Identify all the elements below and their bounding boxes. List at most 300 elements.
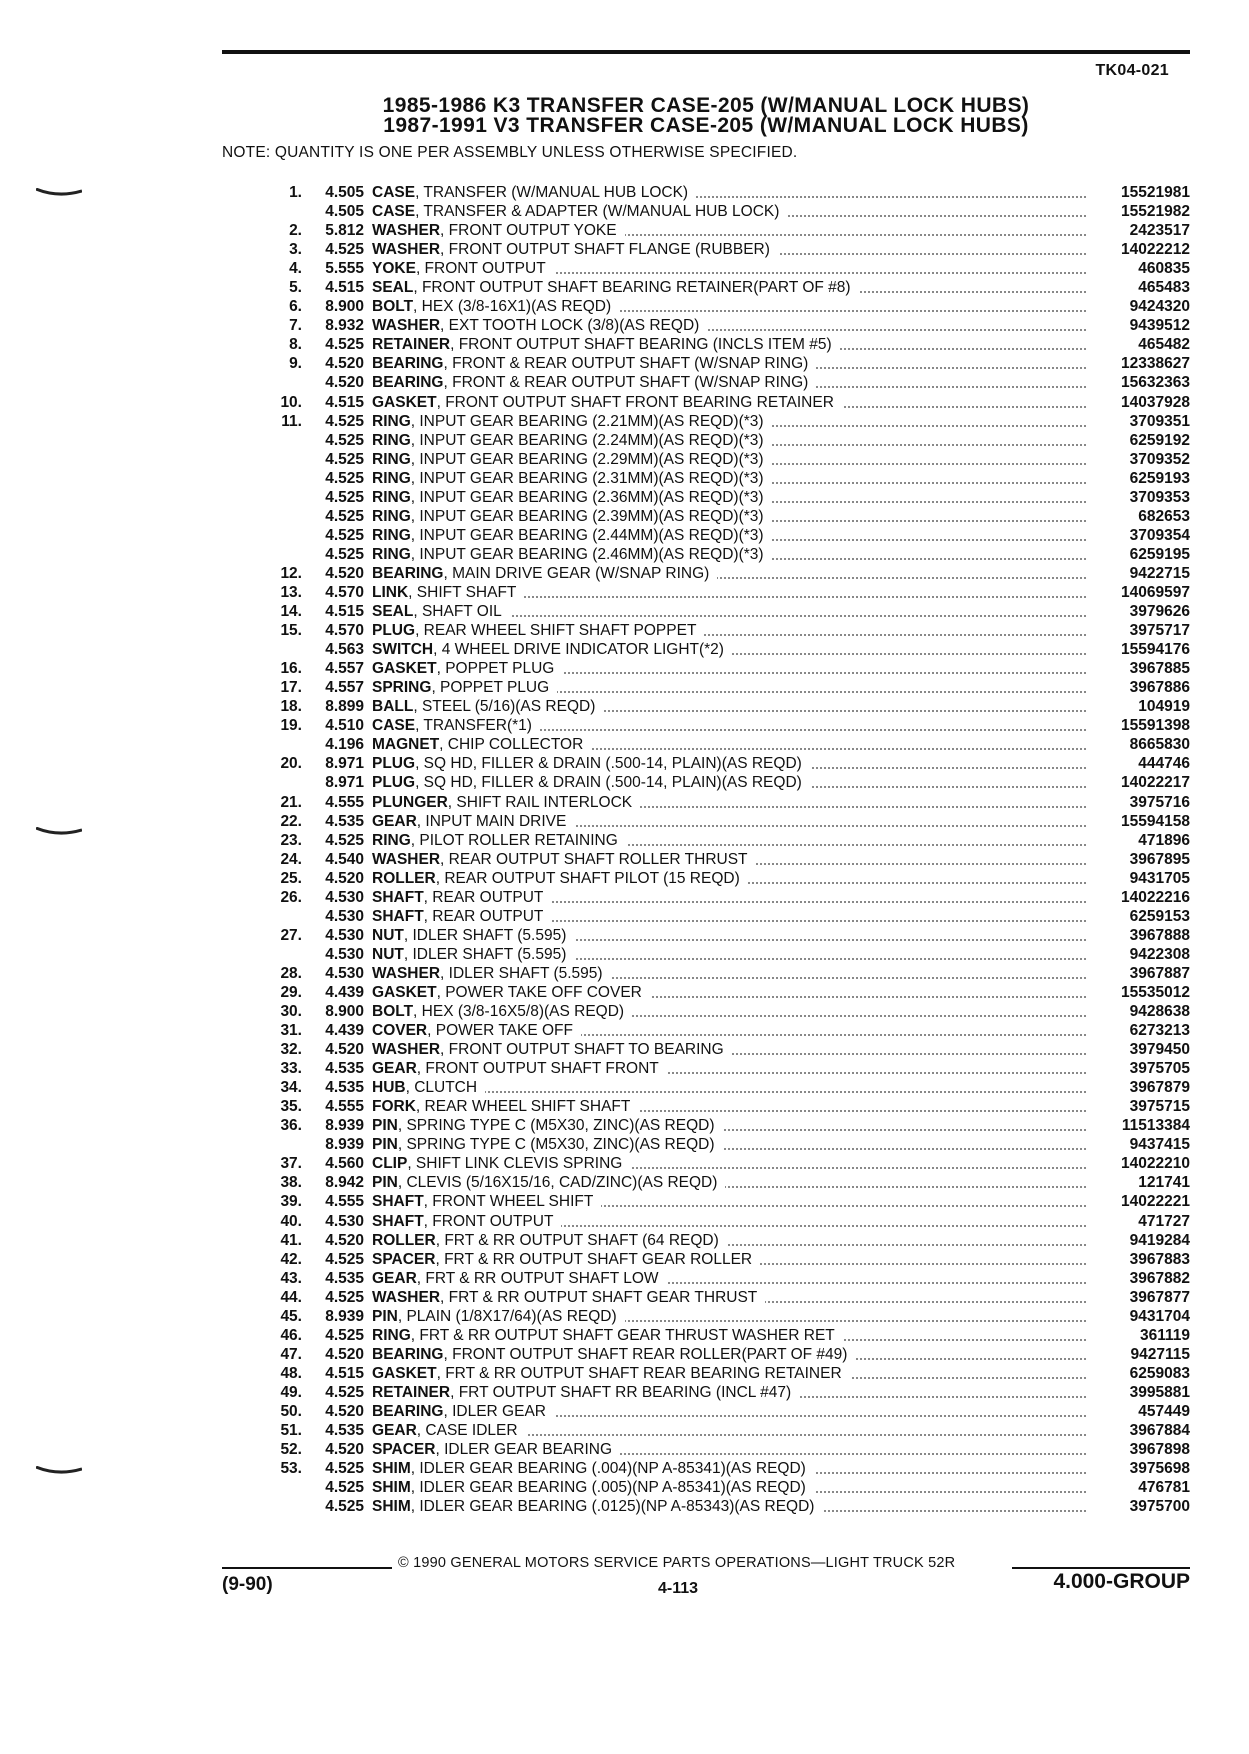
table-row	[262, 1326, 1190, 1345]
part-noun: PLUG	[372, 774, 416, 792]
group-number: 4.520	[325, 1441, 364, 1459]
item-number: 48.	[280, 1364, 302, 1382]
table-row	[262, 812, 1190, 831]
part-description	[372, 1269, 1086, 1288]
table-row	[262, 297, 1190, 316]
table-row	[262, 926, 1190, 945]
part-number: 11513384	[1121, 1117, 1190, 1135]
part-detail: , INPUT GEAR BEARING (2.44MM)(AS REQD)(*3)	[410, 526, 764, 544]
item-number: 21.	[280, 793, 302, 811]
part-description	[372, 1212, 1086, 1231]
group-number: 4.530	[325, 888, 364, 906]
group-number: 4.535	[325, 1269, 364, 1287]
part-number: 3709351	[1129, 412, 1190, 430]
group-number: 4.570	[325, 583, 364, 601]
part-detail: , REAR OUTPUT	[423, 888, 544, 906]
part-number: 14069597	[1121, 583, 1190, 601]
part-detail: , INPUT MAIN DRIVE	[416, 812, 567, 830]
part-noun: CASE	[372, 203, 416, 221]
part-number: 3967885	[1129, 660, 1190, 678]
part-description	[372, 640, 1086, 659]
part-detail: , FRONT OUTPUT SHAFT FLANGE (RUBBER)	[440, 241, 770, 259]
item-number: 33.	[280, 1060, 302, 1078]
part-detail: , SHIFT LINK CLEVIS SPRING	[407, 1155, 623, 1173]
item-number: 7.	[289, 317, 302, 335]
part-number: 9439512	[1129, 317, 1190, 335]
table-row	[262, 450, 1190, 469]
page-number: 4-113	[658, 1580, 699, 1597]
group-number: 4.510	[325, 717, 364, 735]
part-noun: COVER	[372, 1022, 428, 1040]
part-detail: , IDLER GEAR BEARING (.005)(NP A-85341)(AS REQD)	[410, 1479, 806, 1497]
part-detail: , CASE IDLER	[416, 1422, 518, 1440]
group-number: 4.525	[325, 831, 364, 849]
table-row	[262, 335, 1190, 354]
group-number: 8.939	[325, 1117, 364, 1135]
title-line-2: 1987-1991 V3 TRANSFER CASE-205 (W/MANUAL LOCK HUBS)	[383, 114, 1029, 137]
top-rule	[222, 50, 1190, 54]
part-number: 3967886	[1129, 679, 1190, 697]
group-number: 4.525	[325, 507, 364, 525]
part-number: 15521982	[1121, 203, 1190, 221]
group-number: 8.971	[325, 755, 364, 773]
part-description	[372, 1078, 1086, 1097]
part-description	[372, 221, 1086, 240]
part-number: 3967888	[1129, 926, 1190, 944]
group-number: 8.900	[325, 298, 364, 316]
part-noun: RING	[372, 412, 411, 430]
part-detail: , INPUT GEAR BEARING (2.39MM)(AS REQD)(*3)	[410, 507, 764, 525]
table-row	[262, 183, 1190, 202]
part-noun: WASHER	[372, 1041, 441, 1059]
part-description	[372, 812, 1086, 831]
table-row	[262, 640, 1190, 659]
part-description	[372, 583, 1086, 602]
part-description	[372, 1288, 1086, 1307]
part-noun: GEAR	[372, 812, 417, 830]
part-number: 3975698	[1129, 1460, 1190, 1478]
table-row	[262, 659, 1190, 678]
part-noun: RETAINER	[372, 336, 451, 354]
group-number: 4.520	[325, 869, 364, 887]
part-number: 3967877	[1129, 1288, 1190, 1306]
part-detail: , INPUT GEAR BEARING (2.31MM)(AS REQD)(*3)	[410, 469, 764, 487]
item-number: 23.	[280, 831, 302, 849]
table-row	[262, 716, 1190, 735]
part-detail: , POWER TAKE OFF	[427, 1022, 573, 1040]
group-number: 4.525	[325, 241, 364, 259]
item-number: 30.	[280, 1003, 302, 1021]
item-number: 4.	[289, 260, 302, 278]
table-row	[262, 1440, 1190, 1459]
part-noun: RING	[372, 831, 411, 849]
part-number: 121741	[1138, 1174, 1190, 1192]
group-number: 4.535	[325, 1060, 364, 1078]
table-row	[262, 1497, 1190, 1516]
item-number: 14.	[280, 603, 302, 621]
table-row	[262, 1402, 1190, 1421]
table-row	[262, 1250, 1190, 1269]
table-row	[262, 1231, 1190, 1250]
part-noun: SHAFT	[372, 1212, 424, 1230]
table-row	[262, 621, 1190, 640]
item-number: 47.	[280, 1345, 302, 1363]
group-number: 4.535	[325, 812, 364, 830]
group-number: 4.555	[325, 793, 364, 811]
table-row	[262, 1459, 1190, 1478]
part-noun: ROLLER	[372, 1231, 436, 1249]
table-row	[262, 488, 1190, 507]
part-noun: RING	[372, 488, 411, 506]
part-detail: , POPPET PLUG	[436, 660, 555, 678]
item-number: 52.	[280, 1441, 302, 1459]
group-number: 4.439	[325, 1022, 364, 1040]
part-number: 6259192	[1129, 431, 1190, 449]
footer-rule	[222, 1567, 392, 1569]
group-number: 4.525	[325, 469, 364, 487]
table-row	[262, 393, 1190, 412]
title-line-1: 1985-1986 K3 TRANSFER CASE-205 (W/MANUAL LOCK HUBS)	[382, 94, 1030, 117]
part-number: 9422715	[1129, 564, 1190, 582]
part-noun: PIN	[372, 1174, 398, 1192]
part-detail: , HEX (3/8-16X5/8)(AS REQD)	[413, 1003, 625, 1021]
table-row	[262, 1364, 1190, 1383]
part-description	[372, 1021, 1086, 1040]
group-number: 4.520	[325, 374, 364, 392]
part-detail: , REAR OUTPUT SHAFT ROLLER THRUST	[440, 850, 748, 868]
item-number: 17.	[280, 679, 302, 697]
group-number: 8.899	[325, 698, 364, 716]
part-noun: RETAINER	[372, 1383, 451, 1401]
item-number: 40.	[280, 1212, 302, 1230]
part-number: 6259193	[1129, 469, 1190, 487]
part-detail: , INPUT GEAR BEARING (2.21MM)(AS REQD)(*3)	[410, 412, 764, 430]
group-number: 4.505	[325, 203, 364, 221]
part-detail: , FRONT OUTPUT SHAFT BEARING RETAINER(PART OF #8)	[413, 279, 851, 297]
part-description	[372, 1478, 1086, 1497]
table-row	[262, 507, 1190, 526]
part-description	[372, 240, 1086, 259]
part-detail: , SHIFT SHAFT	[408, 583, 517, 601]
item-number: 34.	[280, 1079, 302, 1097]
part-number: 15594158	[1121, 812, 1190, 830]
part-noun: GASKET	[372, 393, 437, 411]
part-description	[372, 697, 1086, 716]
item-number: 16.	[280, 660, 302, 678]
group-number: 4.515	[325, 279, 364, 297]
part-noun: PIN	[372, 1136, 398, 1154]
part-noun: RING	[372, 545, 411, 563]
part-noun: NUT	[372, 945, 404, 963]
table-row	[262, 564, 1190, 583]
part-noun: RING	[372, 469, 411, 487]
item-number: 53.	[280, 1460, 302, 1478]
part-detail: , MAIN DRIVE GEAR (W/SNAP RING)	[443, 564, 710, 582]
part-detail: , FRT & RR OUTPUT SHAFT (64 REQD)	[435, 1231, 719, 1249]
part-description	[372, 983, 1086, 1002]
part-noun: SHAFT	[372, 1193, 424, 1211]
item-number: 41.	[280, 1231, 302, 1249]
part-number: 471896	[1138, 831, 1190, 849]
table-row	[262, 1212, 1190, 1231]
part-description	[372, 1459, 1086, 1478]
part-number: 15594176	[1121, 641, 1190, 659]
part-noun: RING	[372, 507, 411, 525]
table-row	[262, 1040, 1190, 1059]
group-number: 4.525	[325, 1250, 364, 1268]
part-noun: SEAL	[372, 603, 414, 621]
part-noun: RING	[372, 526, 411, 544]
part-description	[372, 793, 1086, 812]
part-description	[372, 850, 1086, 869]
group-number: 4.525	[325, 1383, 364, 1401]
group-number: 4.570	[325, 622, 364, 640]
part-description	[372, 450, 1086, 469]
part-number: 3975705	[1129, 1060, 1190, 1078]
part-detail: , REAR WHEEL SHIFT SHAFT	[415, 1098, 631, 1116]
item-number: 46.	[280, 1326, 302, 1344]
part-detail: , FRT & RR OUTPUT SHAFT GEAR THRUST WASHER RET	[410, 1326, 835, 1344]
table-row	[262, 831, 1190, 850]
part-number: 3967882	[1129, 1269, 1190, 1287]
part-number: 3709354	[1129, 526, 1190, 544]
part-number: 9437415	[1129, 1136, 1190, 1154]
table-row	[262, 1116, 1190, 1135]
table-row	[262, 602, 1190, 621]
part-noun: CASE	[372, 717, 416, 735]
part-detail: , STEEL (5/16)(AS REQD)	[413, 698, 596, 716]
table-row	[262, 278, 1190, 297]
group-number: 4.525	[325, 1479, 364, 1497]
part-noun: PLUNGER	[372, 793, 448, 811]
part-detail: , FRONT WHEEL SHIFT	[423, 1193, 594, 1211]
part-noun: BEARING	[372, 564, 444, 582]
part-description	[372, 945, 1086, 964]
group-number: 8.939	[325, 1136, 364, 1154]
group-number: 4.520	[325, 1041, 364, 1059]
part-detail: , FRT & RR OUTPUT SHAFT REAR BEARING RETAINER	[436, 1364, 842, 1382]
part-noun: YOKE	[372, 260, 416, 278]
item-number: 36.	[280, 1117, 302, 1135]
part-number: 3709353	[1129, 488, 1190, 506]
group-number: 4.196	[325, 736, 364, 754]
part-number: 465483	[1138, 279, 1190, 297]
table-row	[262, 412, 1190, 431]
part-description	[372, 393, 1086, 412]
part-noun: BALL	[372, 698, 414, 716]
part-description	[372, 716, 1086, 735]
part-noun: PLUG	[372, 622, 416, 640]
part-noun: MAGNET	[372, 736, 440, 754]
table-row	[262, 1097, 1190, 1116]
footer-copyright: © 1990 GENERAL MOTORS SERVICE PARTS OPERATIONS—LIGHT TRUCK 52R	[398, 1555, 956, 1571]
group-number: 5.555	[325, 260, 364, 278]
table-row	[262, 316, 1190, 335]
part-detail: , REAR OUTPUT SHAFT PILOT (15 REQD)	[435, 869, 740, 887]
part-number: 471727	[1138, 1212, 1190, 1230]
part-noun: PIN	[372, 1117, 398, 1135]
part-description	[372, 1250, 1086, 1269]
part-detail: , FRONT OUTPUT	[415, 260, 546, 278]
part-detail: , FRONT OUTPUT SHAFT REAR ROLLER(PART OF #49)	[443, 1345, 848, 1363]
part-noun: BEARING	[372, 1345, 444, 1363]
group-number: 4.530	[325, 907, 364, 925]
part-detail: , SHIFT RAIL INTERLOCK	[447, 793, 633, 811]
part-detail: , FRT & RR OUTPUT SHAFT GEAR ROLLER	[435, 1250, 753, 1268]
group-number: 8.900	[325, 1003, 364, 1021]
table-row	[262, 1345, 1190, 1364]
group-number: 4.530	[325, 926, 364, 944]
part-noun: CASE	[372, 184, 416, 201]
group-number: 4.525	[325, 488, 364, 506]
part-noun: SHAFT	[372, 907, 424, 925]
part-description	[372, 431, 1086, 450]
item-number: 50.	[280, 1403, 302, 1420]
part-description	[372, 1173, 1086, 1192]
part-number: 3979450	[1129, 1041, 1190, 1059]
item-number: 26.	[280, 888, 302, 906]
part-number: 104919	[1138, 698, 1190, 716]
table-row	[262, 469, 1190, 488]
part-noun: GASKET	[372, 1364, 437, 1382]
part-number: 8665830	[1129, 736, 1190, 754]
group-number: 8.942	[325, 1174, 364, 1192]
item-number: 9.	[289, 355, 302, 373]
group-number: 4.520	[325, 564, 364, 582]
part-number: 15632363	[1121, 374, 1190, 392]
part-detail: , FRONT OUTPUT SHAFT FRONT BEARING RETAINER	[436, 393, 834, 411]
item-number: 15.	[280, 622, 302, 640]
document-code: TK04-021	[1095, 62, 1169, 79]
part-description	[372, 526, 1086, 545]
group-number: 8.932	[325, 317, 364, 335]
item-number: 12.	[280, 564, 302, 582]
item-number: 2.	[289, 222, 302, 240]
part-detail: , CLEVIS (5/16X15/16, CAD/ZINC)(AS REQD)	[397, 1174, 718, 1192]
part-noun: WASHER	[372, 222, 441, 240]
part-noun: LINK	[372, 583, 409, 601]
part-detail: , IDLER SHAFT (5.595)	[403, 945, 567, 963]
part-detail: , IDLER GEAR	[443, 1403, 546, 1420]
item-number: 6.	[289, 298, 302, 316]
part-number: 3979626	[1129, 603, 1190, 621]
group-number: 4.525	[325, 545, 364, 563]
part-detail: , HEX (3/8-16X1)(AS REQD)	[413, 298, 612, 316]
part-detail: , FRONT & REAR OUTPUT SHAFT (W/SNAP RING)	[443, 374, 809, 392]
part-description	[372, 926, 1086, 945]
table-row	[262, 1059, 1190, 1078]
item-number: 20.	[280, 755, 302, 773]
table-row	[262, 964, 1190, 983]
part-description	[372, 183, 1086, 202]
part-detail: , PLAIN (1/8X17/64)(AS REQD)	[397, 1307, 617, 1325]
table-row	[262, 678, 1190, 697]
item-number: 11.	[281, 412, 302, 430]
part-noun: SWITCH	[372, 641, 434, 659]
part-detail: , POWER TAKE OFF COVER	[436, 983, 642, 1001]
part-number: 457449	[1138, 1403, 1190, 1420]
part-description	[372, 907, 1086, 926]
table-row	[262, 945, 1190, 964]
part-number: 6259083	[1129, 1364, 1190, 1382]
part-number: 9422308	[1129, 945, 1190, 963]
table-row	[262, 1383, 1190, 1402]
part-detail: , IDLER SHAFT (5.595)	[440, 964, 603, 982]
footer-rule	[1012, 1567, 1190, 1569]
part-description	[372, 354, 1086, 373]
item-number: 32.	[280, 1041, 302, 1059]
part-detail: , INPUT GEAR BEARING (2.46MM)(AS REQD)(*3)	[410, 545, 764, 563]
table-row	[262, 1021, 1190, 1040]
part-number: 9419284	[1129, 1231, 1190, 1249]
group-number: 4.530	[325, 945, 364, 963]
part-detail: , FRONT OUTPUT YOKE	[440, 222, 617, 240]
table-row	[262, 373, 1190, 392]
part-detail: , IDLER GEAR BEARING	[435, 1441, 613, 1459]
table-row	[262, 1478, 1190, 1497]
part-description	[372, 1059, 1086, 1078]
part-noun: WASHER	[372, 850, 441, 868]
part-number: 476781	[1138, 1479, 1190, 1497]
part-number: 444746	[1138, 755, 1190, 773]
part-detail: , IDLER GEAR BEARING (.004)(NP A-85341)(AS REQD)	[410, 1460, 806, 1478]
group-number: 4.530	[325, 1212, 364, 1230]
group-number: 4.515	[325, 393, 364, 411]
part-number: 3975715	[1129, 1098, 1190, 1116]
part-number: 15591398	[1121, 717, 1190, 735]
part-description	[372, 1307, 1086, 1326]
part-noun: SHIM	[372, 1498, 411, 1516]
table-row	[262, 1173, 1190, 1192]
group-number: 4.515	[325, 1364, 364, 1382]
part-description	[372, 964, 1086, 983]
item-number: 8.	[289, 336, 302, 354]
table-row	[262, 526, 1190, 545]
part-number: 14022221	[1121, 1193, 1190, 1211]
part-detail: , IDLER GEAR BEARING (.0125)(NP A-85343)(AS REQD)	[410, 1498, 815, 1516]
part-noun: HUB	[372, 1079, 406, 1097]
item-number: 37.	[280, 1155, 302, 1173]
part-noun: NUT	[372, 926, 404, 944]
part-number: 12338627	[1121, 355, 1190, 373]
part-description	[372, 831, 1086, 850]
part-noun: BOLT	[372, 1003, 414, 1021]
item-number: 44.	[280, 1288, 302, 1306]
part-detail: , INPUT GEAR BEARING (2.24MM)(AS REQD)(*3)	[410, 431, 764, 449]
part-noun: SEAL	[372, 279, 414, 297]
group-number: 4.530	[325, 964, 364, 982]
table-row	[262, 1307, 1190, 1326]
part-description	[372, 754, 1086, 773]
part-number: 3967884	[1129, 1422, 1190, 1440]
part-noun: WASHER	[372, 964, 441, 982]
table-row	[262, 545, 1190, 564]
part-description	[372, 335, 1086, 354]
table-row	[262, 1135, 1190, 1154]
part-description	[372, 278, 1086, 297]
part-number: 15521981	[1121, 184, 1190, 201]
part-description	[372, 507, 1086, 526]
part-detail: , FRONT OUTPUT SHAFT FRONT	[416, 1060, 659, 1078]
part-description	[372, 1116, 1086, 1135]
part-description	[372, 1345, 1086, 1364]
group-number: 8.939	[325, 1307, 364, 1325]
part-noun: SPACER	[372, 1441, 436, 1459]
table-row	[262, 1269, 1190, 1288]
part-noun: GEAR	[372, 1060, 417, 1078]
part-number: 3967879	[1129, 1079, 1190, 1097]
part-number: 9427115	[1130, 1345, 1190, 1363]
